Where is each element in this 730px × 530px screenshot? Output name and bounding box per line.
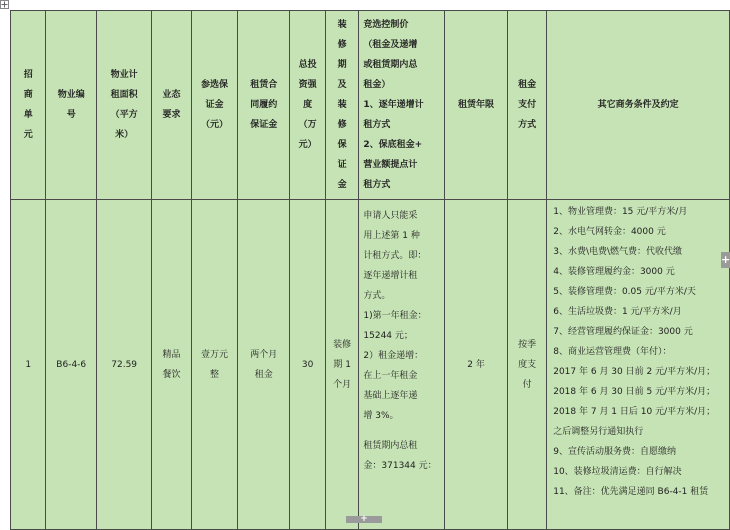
header-row (11, 11, 730, 200)
terms-line: 8、商业运营管理费（年付）： (553, 347, 672, 357)
header-business-line: 要求 (162, 110, 181, 120)
header-business-line: 业态 (162, 90, 181, 100)
cell-renovation (325, 200, 359, 530)
header-deposit (191, 11, 238, 200)
terms-line: 之后调整另行通知执行 (553, 427, 644, 437)
cell-property-no: B6-4-6 (46, 200, 97, 530)
header-term (445, 11, 508, 200)
cell-renovation-line: 个月 (333, 379, 352, 390)
cell-payment-line: 按季 (518, 339, 537, 350)
cell-payment-line: 度支 (518, 359, 537, 370)
bid-total-line: 租赁期内总租 (363, 441, 418, 451)
header-investment-line: 度 (303, 100, 313, 110)
add-column-button[interactable]: + (721, 253, 730, 266)
header-contract-deposit-line: 保证金 (250, 120, 278, 130)
cell-term: 2 年 (445, 200, 508, 530)
header-area (96, 11, 151, 200)
terms-line: 2、水电气网转金：4000 元 (553, 227, 666, 237)
terms-line: 5、装修管理费：0.05 元/平方米/天 (553, 287, 696, 297)
cell-deposit-line: 整 (209, 369, 219, 380)
table-move-handle-icon[interactable] (0, 0, 9, 9)
header-deposit-line: （元） (200, 120, 228, 130)
cell-contract-deposit (238, 200, 290, 530)
header-bid-line: （租金及递增 (363, 40, 418, 50)
header-investment-line: 资强 (298, 80, 317, 90)
terms-line: 2018 年 6 月 30 日前 5 元/平方米/月； (553, 387, 716, 397)
cell-bid (359, 200, 445, 530)
header-unit-text: 招商单元 (23, 70, 33, 140)
header-investment-line: 总投 (298, 60, 317, 70)
terms-line: 6、生活垃圾费：1 元/平方米/月 (553, 307, 682, 317)
cell-payment-line: 付 (522, 379, 532, 390)
header-bid-line: 2、保底租金+ (363, 140, 423, 150)
bid-line: 2）租金递增： (363, 351, 424, 361)
header-contract-deposit-line: 同履约 (250, 100, 278, 110)
cell-unit: 1 (11, 200, 46, 530)
header-bid-line: 租方式 (363, 120, 391, 130)
cell-business-line: 精品 (162, 349, 181, 360)
cell-contract-deposit-line: 两个月 (250, 349, 278, 360)
header-property-no-text: 物业编号 (57, 90, 85, 120)
cell-business (152, 200, 191, 530)
terms-line: 11、备注：优先满足递同 B6-4-1 租赁 (553, 487, 709, 497)
header-deposit-line: 参选保 (200, 80, 228, 90)
header-bid-line: 租金） (363, 80, 391, 90)
cell-area: 72.59 (96, 200, 151, 530)
header-area-line: 物业计 (110, 70, 138, 80)
cell-renovation-line: 装修 (333, 339, 352, 350)
cell-deposit-line: 壹万元 (200, 349, 228, 360)
header-payment (507, 11, 546, 200)
header-contract-deposit-line: 租赁合 (250, 80, 278, 90)
leasing-table (10, 10, 730, 530)
bid-line: 在上一年租金 (363, 371, 418, 381)
cell-payment (507, 200, 546, 530)
header-unit (11, 11, 46, 200)
header-investment (290, 11, 326, 200)
cell-business-line: 餐饮 (162, 369, 181, 380)
header-renovation (325, 11, 359, 200)
terms-line: 2018 年 7 月 1 日后 10 元/平方米/月； (553, 407, 716, 417)
header-area-line: （平方 (110, 110, 138, 120)
header-bid-line: 租方式 (363, 180, 391, 190)
cell-contract-deposit-line: 租金 (254, 369, 273, 380)
bid-line: 计租方式。即： (363, 251, 427, 261)
cell-deposit (191, 200, 238, 530)
header-terms-text: 其它商务条件及约定 (597, 100, 679, 110)
header-deposit-line: 证金 (205, 100, 224, 110)
terms-line: 2017 年 6 月 30 日前 2 元/平方米/月； (553, 367, 716, 377)
header-investment-line: 元） (298, 140, 317, 150)
header-payment-line: 方式 (518, 120, 537, 130)
header-business (152, 11, 191, 200)
terms-line: 1、物业管理费：15 元/平方米/月 (553, 207, 688, 217)
header-renovation-text: 装修期及装修保证金 (337, 20, 347, 190)
header-area-line: 米） (115, 130, 134, 140)
header-terms (547, 11, 730, 200)
table-row (11, 200, 730, 530)
bid-line: 增 3%。 (363, 411, 399, 421)
header-payment-line: 租金 (518, 80, 537, 90)
header-bid-line: 营业额提点计 (363, 160, 418, 170)
terms-line: 9、宣传活动服务费：自愿缴纳 (553, 447, 676, 457)
header-payment-line: 支付 (518, 100, 537, 110)
header-bid-line: 1、逐年递增计 (363, 100, 424, 110)
header-property-no (46, 11, 97, 200)
header-term-text: 租赁年限 (458, 100, 495, 110)
terms-line: 4、装修管理履约金：3000 元 (553, 267, 675, 277)
header-investment-line: （万 (298, 120, 317, 130)
bid-line: 申请人只能采 (363, 211, 418, 221)
bid-total-line: 金：371344 元： (363, 461, 437, 471)
header-contract-deposit (238, 11, 290, 200)
add-row-button[interactable]: + (346, 516, 382, 523)
bid-line: 基础上逐年递 (363, 391, 418, 401)
cell-renovation-line: 期 1 (333, 359, 351, 370)
terms-line: 7、经营管理履约保证金：3000 元 (553, 327, 693, 337)
bid-line: 逐年递增计租 (363, 271, 418, 281)
header-bid (359, 11, 445, 200)
cell-investment: 30 (290, 200, 326, 530)
terms-line: 10、装修垃圾清运费：自行解决 (553, 467, 682, 477)
bid-line: 15244 元； (363, 331, 413, 341)
header-bid-line: 或租赁期内总 (363, 60, 418, 70)
cell-terms (547, 200, 730, 530)
bid-line: 方式。 (363, 291, 391, 301)
header-bid-line: 竞选控制价 (363, 20, 409, 30)
terms-line: 3、水费\电费\燃气费：代收代缴 (553, 247, 683, 257)
bid-line: 1)第一年租金： (363, 311, 427, 321)
header-area-line: 租面积 (110, 90, 138, 100)
bid-line: 用上述第 1 种 (363, 231, 420, 241)
